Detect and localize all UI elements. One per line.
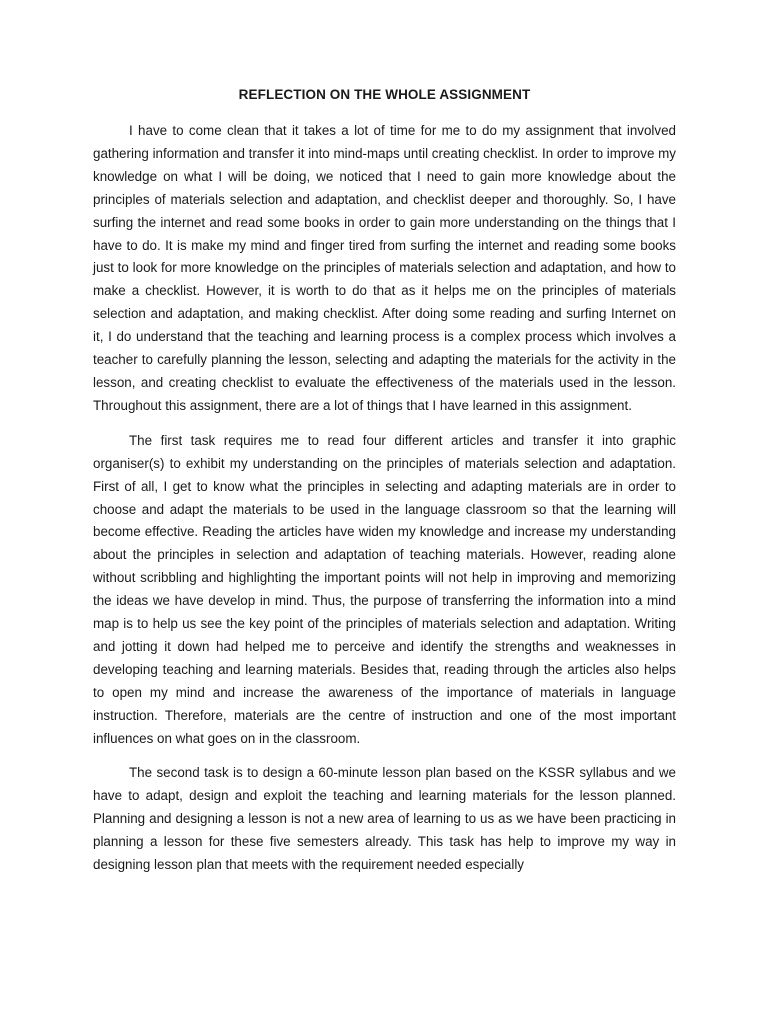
document-title: REFLECTION ON THE WHOLE ASSIGNMENT — [238, 87, 531, 102]
paragraph-2: The first task requires me to read four different articles and transfer it into graphic organiser(s) to exhibit my understanding on the principles of materials selection and adaptation. First of all, I get to know what the principles in selecting and adapting materials are in order to choose and adapt the materials to be used in the language classroom so that the learning will become effective. Reading the articles have widen my knowledge and increase my understanding about the principles in selection and adaptation of teaching materials. However, reading alone without scribbling and highlighting the important points will not help in improving and memorizing the ideas we have develop in mind. Thus, the purpose of transferring the information into a mind map is to help us see the key point of the principles of materials selection and adaptation. Writing and jotting it down had helped me to perceive and identify the strengths and weaknesses in developing teaching and learning materials. Besides that, reading through the articles also helps to open my mind and increase the awareness of the importance of materials in language instruction. Therefore, materials are the centre of instruction and one of the most important influences on what goes on in the classroom. — [93, 432, 676, 746]
paragraph-3: The second task is to design a 60-minute lesson plan based on the KSSR syllabus and we have to adapt, design and exploit the teaching and learning materials for the lesson planned. Planning and designing a lesson is not a new area of learning to us as we have been practicing in planning a lesson for these five semesters already. This task has help to improve my way in designing lesson plan that meets with the requirement needed especially — [93, 765, 676, 873]
document-page — [93, 84, 676, 889]
paragraph-1: I have to come clean that it takes a lot of time for me to do my assignment that involved gathering information and transfer it into mind-maps until creating checklist. In order to improve my knowledge on what I will be doing, we noticed that I need to gain more knowledge about the principles of materials selection and adaptation, and checklist deeper and thoroughly. So, I have surfing the internet and read some books in order to gain more understanding on the things that I have to do. It is make my mind and finger tired from surfing the internet and reading some books just to look for more knowledge on the principles of materials selection and adaptation, and how to make a checklist. However, it is worth to do that as it helps me on the principles of materials selection and adaptation, and making checklist. After doing some reading and surfing Internet on it, I do understand that the teaching and learning process is a complex process which involves a teacher to carefully planning the lesson, selecting and adapting the materials for the activity in the lesson, and creating checklist to evaluate the effectiveness of the materials used in the lesson. Throughout this assignment, there are a lot of things that I have learned in this assignment. — [93, 123, 676, 413]
